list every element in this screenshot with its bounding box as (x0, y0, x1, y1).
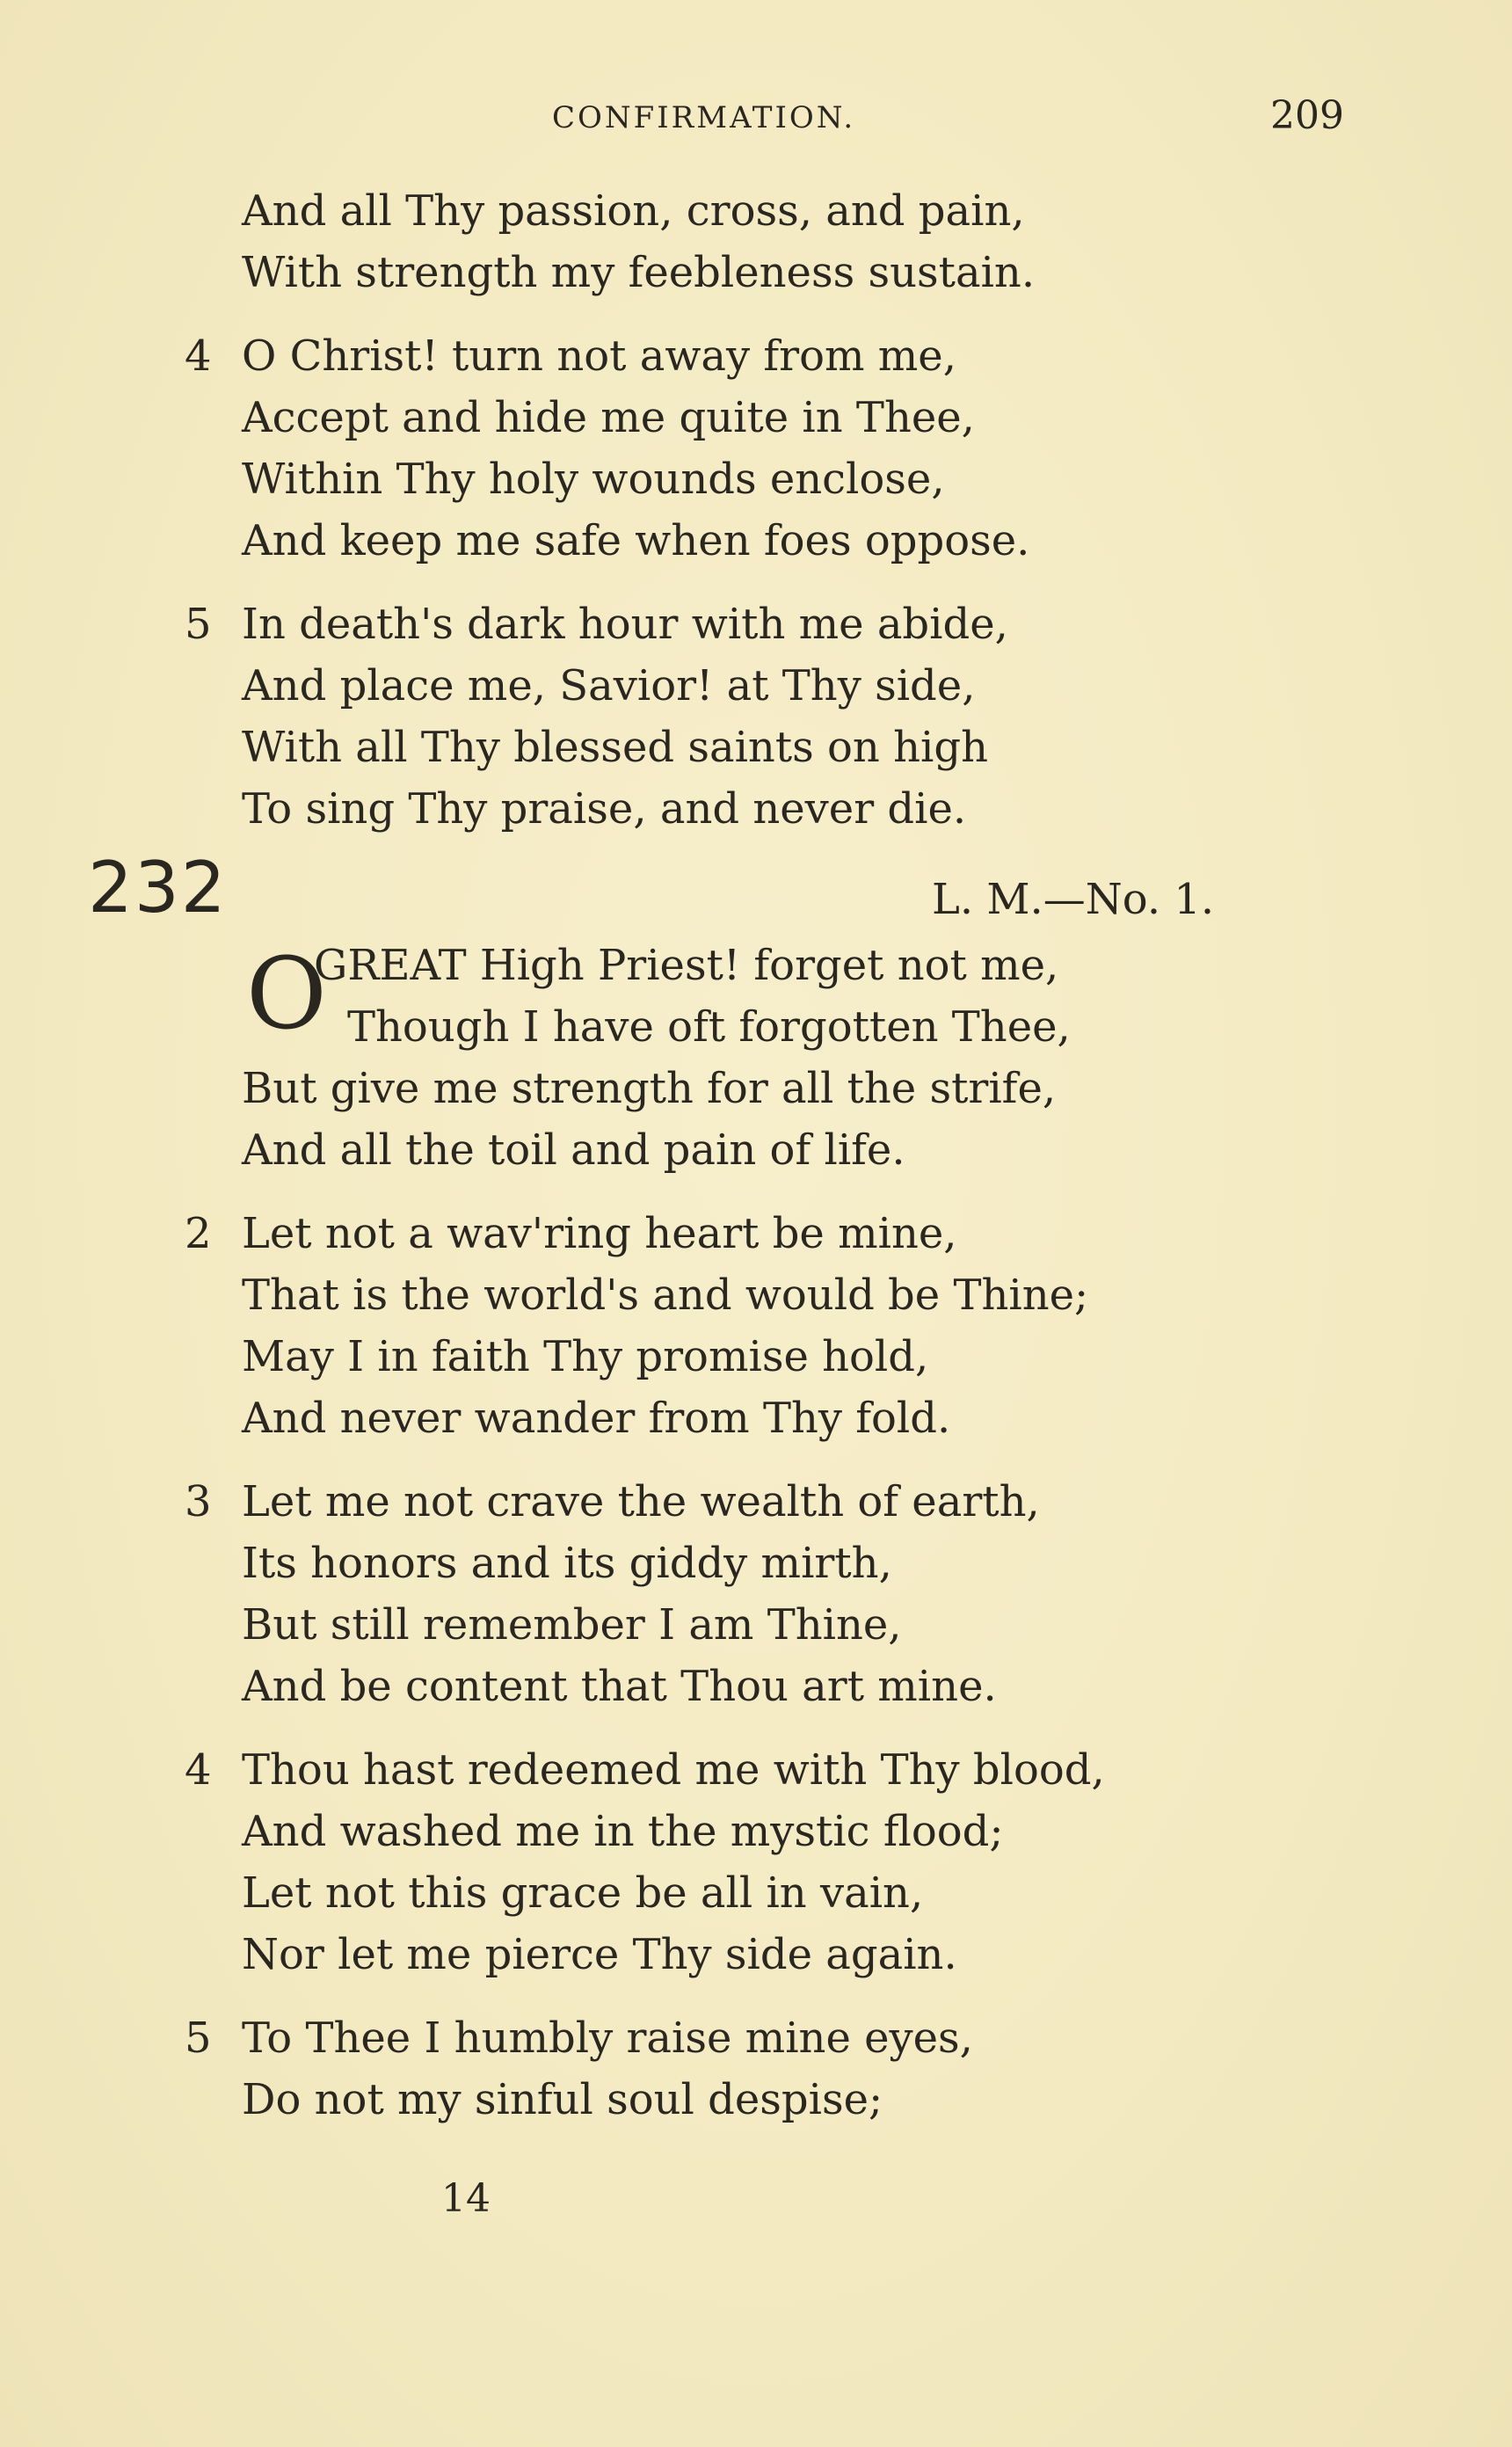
verse-line: May I in faith Thy promise hold, (242, 1332, 929, 1381)
verse-line: Let not a wav'ring heart be mine, (242, 1209, 957, 1258)
hymn-heading (88, 847, 1319, 935)
verse-line: Do not my sinful soul despise; (242, 2075, 883, 2124)
verse-number: 5 (185, 600, 212, 649)
verse-line: In death's dark hour with me abide, (242, 600, 1008, 649)
hymn-meter: L. M.—No. 1. (932, 875, 1215, 924)
verse-line: And place me, Savior! at Thy side, (242, 661, 976, 710)
verse-line: But still remember I am Thine, (242, 1600, 902, 1650)
verse-line: And keep me safe when foes oppose. (242, 516, 1030, 565)
stanza-2 (176, 1203, 1319, 1449)
stanza-5 (176, 2007, 1319, 2130)
stanza-3 (176, 1471, 1319, 1717)
verse-line: But give me strength for all the strife, (242, 1064, 1057, 1113)
stanza-4-prev (176, 325, 1319, 572)
verse-line: And washed me in the mystic flood; (242, 1807, 1004, 1856)
stanza-5-prev (176, 594, 1319, 840)
continuation-stanza (176, 180, 1319, 303)
verse-line: Within Thy holy wounds enclose, (242, 455, 945, 504)
verse-line: That is the world's and would be Thine; (242, 1271, 1089, 1320)
verse-line: With strength my feebleness sustain. (242, 248, 1036, 297)
verse-line: With all Thy blessed saints on high (242, 723, 988, 772)
text-block (88, 180, 1319, 2130)
running-head (0, 93, 1512, 137)
drop-cap: O (246, 937, 327, 1052)
verse-line: To sing Thy praise, and never die. (242, 784, 967, 834)
verse-line: And all the toil and pain of life. (242, 1125, 905, 1175)
verse-number: 2 (185, 1209, 212, 1258)
verse-number: 3 (185, 1477, 212, 1526)
verse-number: 5 (185, 2014, 212, 2063)
verse-line: To Thee I humbly raise mine eyes, (242, 2014, 973, 2063)
verse-line: Let me not crave the wealth of earth, (242, 1477, 1040, 1526)
hymn-number: 232 (88, 847, 228, 929)
verse-line: And never wander from Thy fold. (242, 1394, 951, 1443)
verse-line: Thou hast redeemed me with Thy blood, (242, 1745, 1105, 1795)
verse-number: 4 (185, 331, 212, 381)
verse-line: And all Thy passion, cross, and pain, (242, 186, 1025, 236)
verse-line: Accept and hide me quite in Thee, (242, 393, 975, 442)
verse-line: And be content that Thou art mine. (242, 1662, 997, 1711)
stanza-1 (176, 935, 1319, 1181)
stanza-4 (176, 1739, 1319, 1985)
signature-mark: 14 (441, 2176, 491, 2221)
verse-line: Nor let me pierce Thy side again. (242, 1930, 957, 1979)
page-number: 209 (1270, 93, 1344, 138)
verse-line: GREAT High Priest! forget not me, (314, 941, 1059, 990)
verse-number: 4 (185, 1745, 212, 1795)
verse-line: O Christ! turn not away from me, (242, 331, 956, 381)
running-title: CONFIRMATION. (552, 100, 856, 135)
verse-line: Its honors and its giddy mirth, (242, 1539, 892, 1588)
verse-line: Though I have oft forgotten Thee, (347, 1002, 1071, 1052)
verse-line: Let not this grace be all in vain, (242, 1868, 924, 1918)
